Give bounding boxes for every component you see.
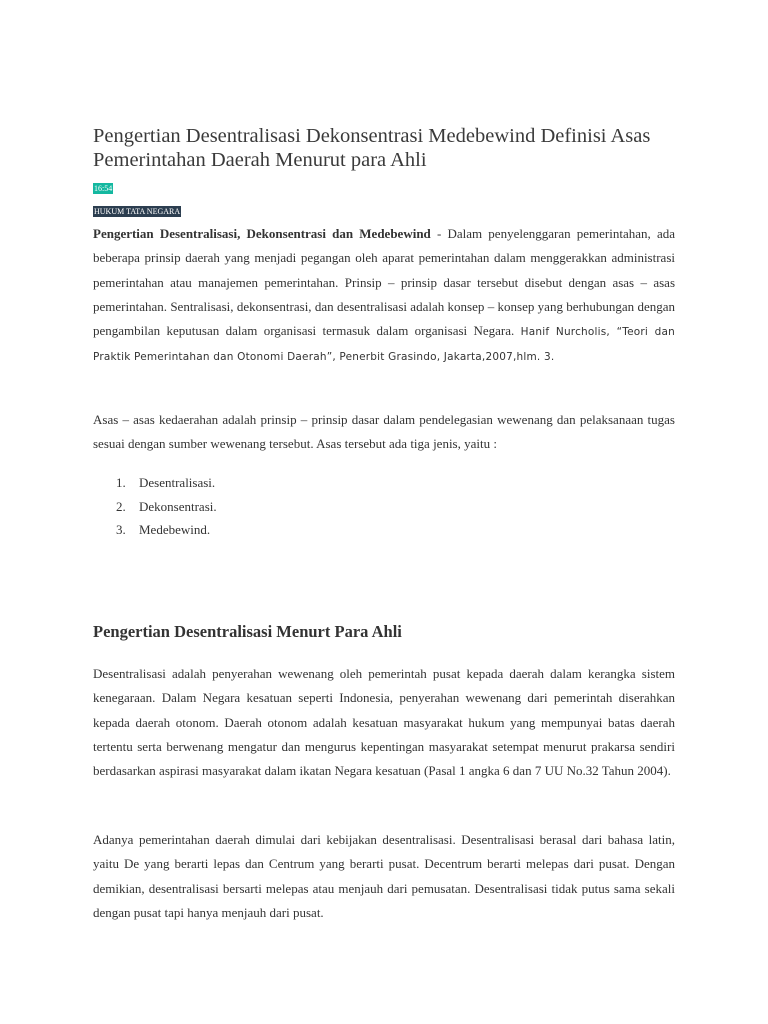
section-heading: Pengertian Desentralisasi Menurt Para Ahli [93,622,402,641]
asas-paragraph: Asas – asas kedaerahan adalah prinsip – prinsip dasar dalam pendelegasian wewenang dan pelaksanaan tugas sesuai dengan sumber wewenang tersebut. Asas tersebut ada tiga jenis, yaitu : [93,412,675,451]
intro-lead: Pengertian Desentralisasi, Dekonsentrasi dan Medebewind [93,226,431,241]
intro-text: - Dalam penyelenggaran pemerintahan, ada beberapa prinsip daerah yang menjadi pegangan oleh aparat pemerintahan dalam menggerakkan administrasi pemerintahan atau manajemen pemerintahan. Prinsip – prinsip dasar tersebut disebut dengan asas – asas pemerintahan. Sentralisasi, dekonsentrasi, dan desentralisasi adalah konsep – konsep yang berhubungan dengan pengambilan keputusan dalam organisasi termasuk dalam organisasi Negara. [93,226,675,339]
intro-citation: Hanif Nurcholis, “Teori dan Praktik Pemerintahan dan Otonomi Daerah”, Penerbit Grasindo, Jakarta,2007,hlm. 3. [93,326,676,364]
list-item-number: 1. [116,475,126,490]
list-item-label: Dekonsentrasi. [139,498,217,514]
list-item-label: Medebewind. [139,522,211,537]
asas-list [93,471,217,542]
list-item [93,495,217,519]
section-paragraph-1: Desentralisasi adalah penyerahan wewenang oleh pemerintah pusat kepada daerah dalam kerangka sistem kenegaraan. Dalam Negara kesatuan seperti Indonesia, penyerahan wewenang dari pemerintah diserahkan kepada daerah otonom. Daerah otonom adalah kesatuan masyarakat hukum yang mempunyai batas daerah tertentu serta berwenang mengatur dan mengurus kepentingan masyarakat setempat menurut prakarsa sendiri berdasarkan aspirasi masyarakat dalam ikatan Negara kesatuan (Pasal 1 angka 6 dan 7 UU No.32 Tahun 2004). [93,666,675,779]
list-item-number: 3. [116,522,126,537]
list-item [93,518,217,542]
list-item-number: 2. [116,498,126,514]
intro-paragraph [93,222,675,370]
article-title: Pengertian Desentralisasi Dekonsentrasi Medebewind Definisi Asas Pemerintahan Daerah Menurut para Ahli [93,125,651,171]
category-badge[interactable]: HUKUM TATA NEGARA [94,207,181,216]
list-item [93,471,217,495]
section-paragraph-2: Adanya pemerintahan daerah dimulai dari kebijakan desentralisasi. Desentralisasi berasal dari bahasa latin, yaitu De yang berarti lepas dan Centrum yang berarti pusat. Decentrum berarti melepas dari pusat. Dengan demikian, desentralisasi bersarti melepas atau menjauh dari pemusatan. Desentralisasi tidak putus sama sekali dengan pusat tapi hanya menjauh dari pusat. [93,832,675,920]
list-item-label: Desentralisasi. [139,475,216,490]
post-time-badge[interactable]: 16:54 [94,184,113,193]
